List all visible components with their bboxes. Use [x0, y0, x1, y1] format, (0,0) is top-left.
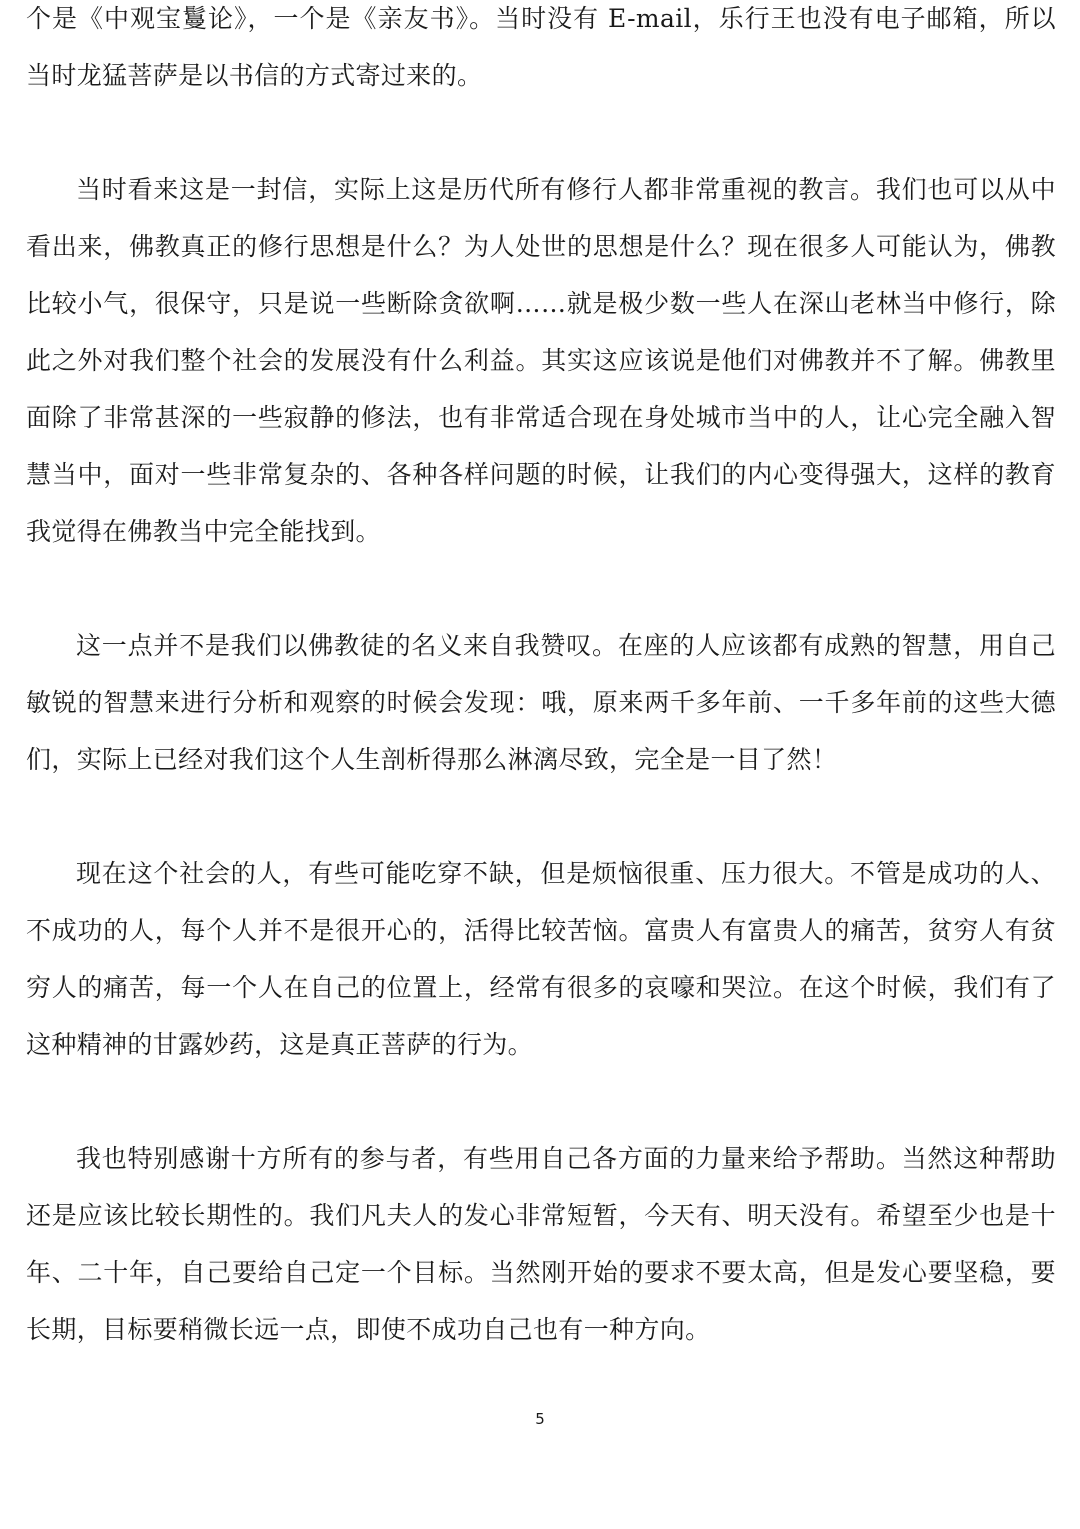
paragraph-2: 当时看来这是一封信，实际上这是历代所有修行人都非常重视的教言。我们也可以从中看出来，佛教真正的修行思想是什么？为人处世的思想是什么？现在很多人可能认为，佛教比较小气，很保守，只是说一些断除贪欲啊……就是极少数一些人在深山老林当中修行，除此之外对我们整个社会的发展没有什么利益。其实这应该说是他们对佛教并不了解。佛教里面除了非常甚深的一些寂静的修法，也有非常适合现在身处城市当中的人，让心完全融入智慧当中，面对一些非常复杂的、各种各样问题的时候，让我们的内心变得强大，这样的教育我觉得在佛教当中完全能找到。: [26, 175, 1056, 546]
paragraph-5: 我也特别感谢十方所有的参与者，有些用自己各方面的力量来给予帮助。当然这种帮助还是应该比较长期性的。我们凡夫人的发心非常短暂，今天有、明天没有。希望至少也是十年、二十年，自己要给自己定一个目标。当然刚开始的要求不要太高，但是发心要坚稳，要长期，目标要稍微长远一点，即使不成功自己也有一种方向。: [26, 1144, 1056, 1344]
page-number: 5: [535, 1410, 545, 1428]
paragraph-1: 个是《中观宝鬘论》，一个是《亲友书》。当时没有 E-mail，乐行王也没有电子邮箱，所以当时龙猛菩萨是以书信的方式寄过来的。: [26, 4, 1056, 90]
document-body: [26, 0, 1056, 1415]
paragraph-4: 现在这个社会的人，有些可能吃穿不缺，但是烦恼很重、压力很大。不管是成功的人、不成功的人，每个人并不是很开心的，活得比较苦恼。富贵人有富贵人的痛苦，贫穷人有贫穷人的痛苦，每一个人在自己的位置上，经常有很多的哀嚎和哭泣。在这个时候，我们有了这种精神的甘露妙药，这是真正菩萨的行为。: [26, 859, 1056, 1059]
paragraph-3: 这一点并不是我们以佛教徒的名义来自我赞叹。在座的人应该都有成熟的智慧，用自己敏锐的智慧来进行分析和观察的时候会发现：哦，原来两千多年前、一千多年前的这些大德们，实际上已经对我们这个人生剖析得那么淋漓尽致，完全是一目了然！: [26, 631, 1056, 774]
